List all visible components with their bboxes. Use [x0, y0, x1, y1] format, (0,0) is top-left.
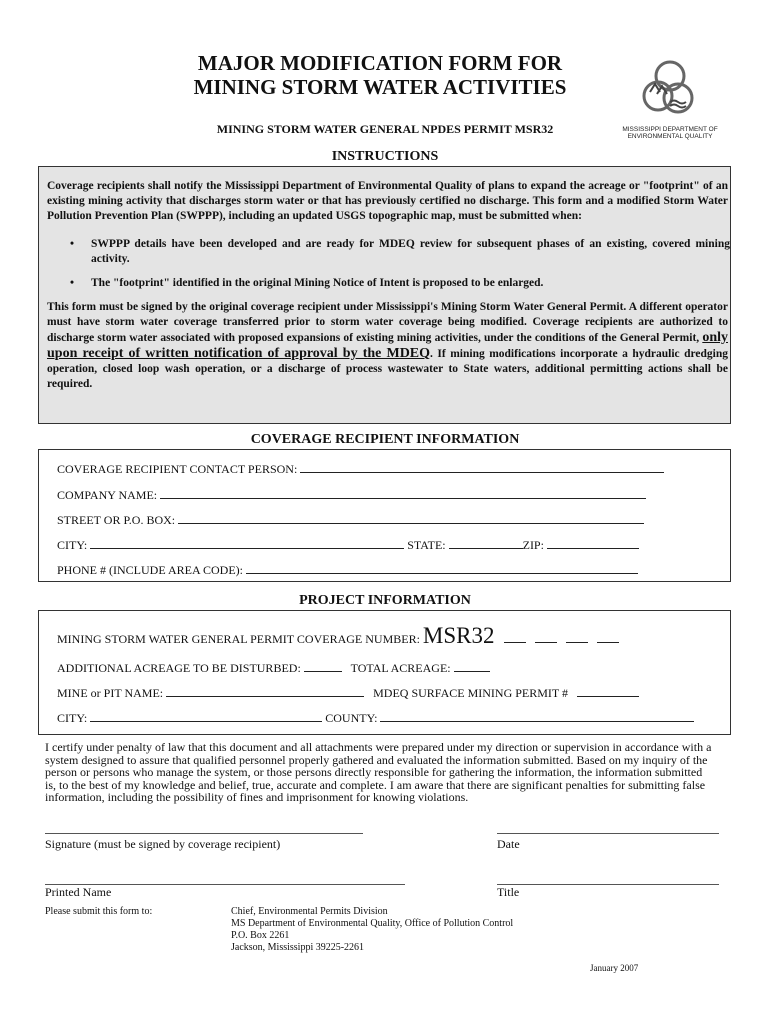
- mdeq-logo: [620, 58, 720, 144]
- bullet-icon: •: [70, 238, 75, 250]
- para2-text-b: . If mining modifications incorporate a hydraulic dredging operation, closed loop wash operation, or a discharge of process wastewater to State waters, additional permitting actions shall be required.: [47, 348, 728, 390]
- logo-text-line1: MISSISSIPPI DEPARTMENT OF: [622, 126, 718, 133]
- date-field[interactable]: [497, 833, 719, 834]
- state-field[interactable]: [449, 536, 523, 549]
- mine-field[interactable]: [166, 684, 364, 697]
- total-acreage-label: TOTAL ACREAGE:: [350, 661, 451, 675]
- signature-field[interactable]: [45, 833, 363, 834]
- permit-label: MINING STORM WATER GENERAL PERMIT COVERAGE NUMBER:: [57, 632, 420, 646]
- coverage-section: [38, 449, 731, 582]
- acreage-field[interactable]: [304, 659, 342, 672]
- footer-date: January 2007: [590, 963, 639, 973]
- para2-text-a: This form must be signed by the original coverage recipient under Mississippi's Mining Storm Water General Permit. A different operator must have storm water coverage transferred prior to storm water coverage being modified. Coverage recipients are authorized to discharge storm water associated with proposed expansions of existing mining activities, under the conditions of the General Permit,: [47, 301, 728, 344]
- mine-label: MINE or PIT NAME:: [57, 686, 164, 700]
- county-field[interactable]: [380, 709, 694, 722]
- mdeq-permit-label: MDEQ SURFACE MINING PERMIT #: [373, 686, 569, 700]
- printed-name-label: Printed Name: [45, 885, 112, 899]
- bullet1-text: SWPPP details have been developed and are ready for MDEQ review for subsequent phases of an existing, covered mining activity.: [91, 238, 730, 265]
- mdeq-permit-field[interactable]: [577, 684, 639, 697]
- zip-label: ZIP:: [522, 538, 544, 552]
- bullet-icon: •: [70, 277, 75, 289]
- project-section: [38, 610, 731, 735]
- permit-digit-field[interactable]: [597, 630, 619, 643]
- contact-field[interactable]: [300, 460, 664, 473]
- address-line3: P.O. Box 2261: [231, 930, 290, 941]
- bullet2-text: The "footprint" identified in the original Mining Notice of Intent is proposed to be enlarged.: [91, 277, 544, 289]
- permit-prefix: MSR32: [422, 623, 495, 648]
- city-field[interactable]: [90, 536, 404, 549]
- instructions-bullet1: [47, 237, 730, 267]
- permit-digit-field[interactable]: [535, 630, 557, 643]
- phone-field[interactable]: [246, 561, 638, 574]
- permit-digit-field[interactable]: [566, 630, 588, 643]
- form-subtitle: MINING STORM WATER GENERAL NPDES PERMIT MSR32: [216, 122, 554, 136]
- project-city-label: CITY:: [57, 711, 88, 725]
- zip-field[interactable]: [547, 536, 639, 549]
- para2-emphasis: only upon receipt of written notification of approval by the MDEQ: [47, 330, 728, 361]
- state-label: STATE:: [407, 538, 446, 552]
- address-line4: Jackson, Mississippi 39225-2261: [231, 942, 365, 953]
- company-label: COMPANY NAME:: [57, 488, 158, 502]
- acreage-label: ADDITIONAL ACREAGE TO BE DISTURBED:: [57, 661, 301, 675]
- instructions-heading: INSTRUCTIONS: [331, 149, 439, 164]
- submit-label: Please submit this form to:: [45, 906, 153, 917]
- title-field[interactable]: [497, 884, 719, 885]
- company-field[interactable]: [160, 486, 646, 499]
- total-acreage-field[interactable]: [454, 659, 490, 672]
- street-label: STREET OR P.O. BOX:: [57, 513, 176, 527]
- instructions-para2: [47, 300, 730, 392]
- signature-label: Signature (must be signed by coverage recipient): [45, 837, 281, 851]
- street-field[interactable]: [178, 511, 644, 524]
- project-heading: PROJECT INFORMATION: [299, 593, 471, 608]
- phone-label: PHONE # (INCLUDE AREA CODE):: [57, 563, 243, 577]
- form-title-line2: MINING STORM WATER ACTIVITIES: [193, 75, 567, 99]
- county-label: COUNTY:: [325, 711, 378, 725]
- form-title-line1: MAJOR MODIFICATION FORM FOR: [197, 51, 563, 75]
- address-line1: Chief, Environmental Permits Division: [231, 906, 388, 917]
- date-label: Date: [497, 837, 520, 851]
- coverage-heading: COVERAGE RECIPIENT INFORMATION: [250, 432, 520, 447]
- title-label: Title: [497, 885, 520, 899]
- project-city-field[interactable]: [90, 709, 322, 722]
- instructions-para1: Coverage recipients shall notify the Mississippi Department of Environmental Quality of plans to expand the acreage or "footprint" of an existing mining activity that discharges storm water or that has previously certified no discharge. This form and a modified Storm Water Pollution Prevention Plan (SWPPP), including an updated USGS topographic map, must be submitted when:: [47, 180, 728, 222]
- permit-digit-field[interactable]: [504, 630, 526, 643]
- logo-text-line2: ENVIRONMENTAL QUALITY: [627, 133, 713, 140]
- certification-text: I certify under penalty of law that this document and all attachments were prepared under my direction or supervision in accordance with a system designed to assure that qualified personnel properly gathered and evaluated the information submitted. Based on my inquiry of the person or persons who manage the system, or those persons directly responsible for gathering the information, the information submitted is, to the best of my knowledge and belief, true, accurate and complete. I am aware that there are significant penalties for submitting false information, including the possibility of fines and imprisonment for knowing violations.: [45, 740, 712, 804]
- instructions-bullet2: [47, 276, 730, 291]
- address-line2: MS Department of Environmental Quality, Office of Pollution Control: [231, 918, 514, 929]
- city-label: CITY:: [57, 538, 88, 552]
- instructions-box: [38, 166, 731, 424]
- submit-address: [231, 906, 513, 954]
- contact-label: COVERAGE RECIPIENT CONTACT PERSON:: [57, 462, 298, 476]
